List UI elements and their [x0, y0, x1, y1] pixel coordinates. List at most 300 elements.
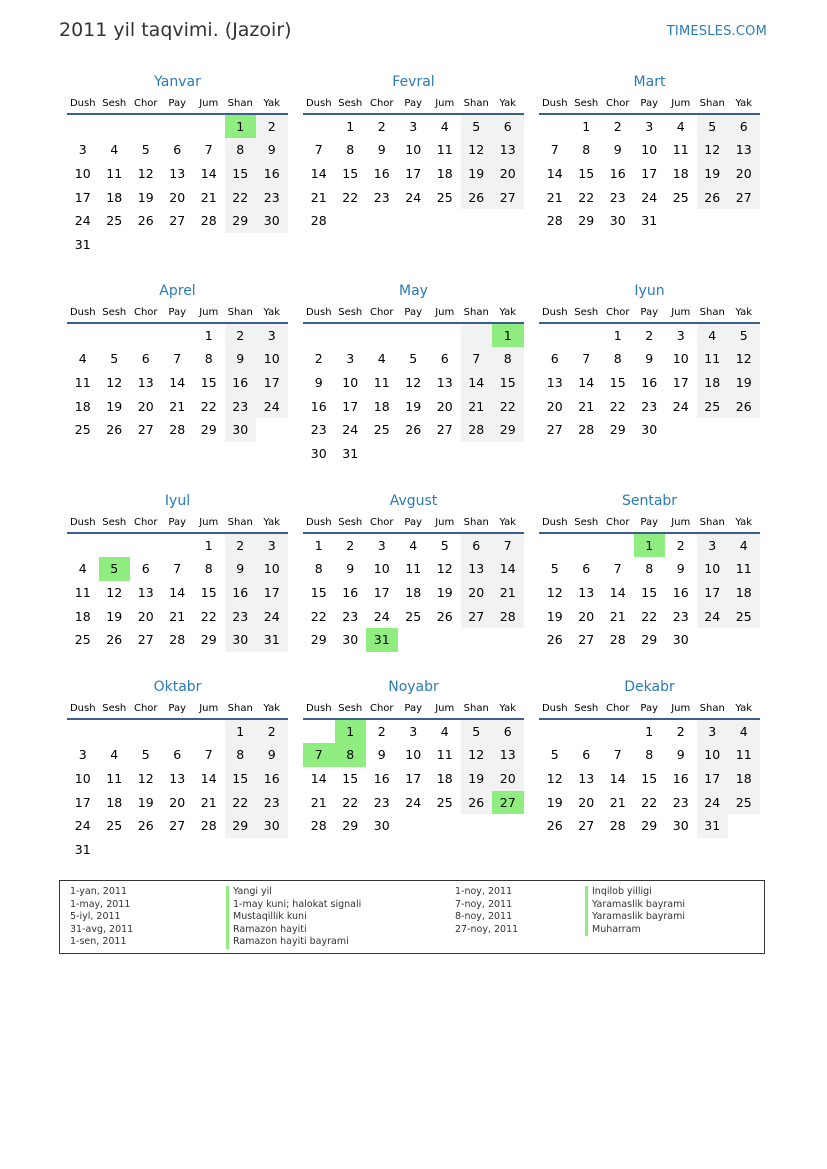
holiday-day: 1	[225, 115, 257, 139]
day-cell: 13	[169, 770, 186, 786]
empty-cell	[461, 814, 493, 838]
weekday-label: Yak	[263, 98, 281, 109]
day-cell: 18	[74, 398, 91, 414]
day-cell: 29	[342, 818, 359, 834]
weekday-label: Dush	[69, 307, 96, 318]
legend-left-dates	[70, 886, 133, 949]
day-cell: 3	[697, 720, 729, 744]
day-cell: 14	[310, 770, 327, 786]
day-cell: 23	[256, 186, 288, 210]
day-cell: 31	[74, 236, 91, 252]
day-cell: 7	[613, 561, 622, 577]
day-cell: 16	[641, 374, 658, 390]
day-cell: 28	[609, 632, 626, 648]
weekday-header	[303, 92, 524, 112]
empty-cell	[193, 720, 225, 744]
day-cell: 4	[377, 351, 386, 367]
day-cell: 1	[346, 118, 355, 134]
day-cell: 21	[200, 794, 217, 810]
day-cell: 10	[697, 743, 729, 767]
month-mart	[539, 72, 760, 233]
day-cell: 17	[74, 794, 91, 810]
empty-cell	[539, 324, 571, 348]
empty-cell	[99, 838, 131, 862]
day-cell: 9	[377, 142, 386, 158]
legend-date: 7-noy, 2011	[455, 898, 513, 910]
holiday-day: 27	[492, 791, 524, 815]
day-cell: 27	[436, 422, 453, 438]
empty-cell	[539, 115, 571, 139]
day-cell: 23	[609, 189, 626, 205]
empty-cell	[492, 209, 524, 233]
day-cell: 20	[461, 581, 493, 605]
weekday-label: Jum	[435, 98, 455, 109]
holiday-day: 5	[99, 557, 131, 581]
day-cell: 27	[578, 632, 595, 648]
day-cell: 10	[74, 770, 91, 786]
empty-cell	[99, 534, 131, 558]
day-cell: 24	[641, 189, 658, 205]
empty-cell	[162, 720, 194, 744]
day-cell: 18	[106, 794, 123, 810]
day-cell: 18	[405, 584, 422, 600]
empty-cell	[99, 115, 131, 139]
day-cell: 28	[492, 605, 524, 629]
day-cell: 23	[672, 794, 689, 810]
day-cell: 12	[697, 138, 729, 162]
day-cell: 27	[137, 632, 154, 648]
day-cell: 23	[225, 395, 257, 419]
weekday-header	[67, 511, 288, 531]
day-cell: 22	[641, 794, 658, 810]
day-cell: 9	[645, 351, 654, 367]
month-name: Fevral	[392, 74, 435, 90]
day-cell: 16	[256, 767, 288, 791]
legend-date: 1-sen, 2011	[70, 936, 127, 948]
day-cell: 7	[173, 561, 182, 577]
day-cell: 26	[405, 422, 422, 438]
day-cell: 20	[492, 162, 524, 186]
day-cell: 25	[436, 794, 453, 810]
legend-right-names	[585, 886, 685, 936]
day-cell: 7	[173, 351, 182, 367]
empty-cell	[130, 115, 162, 139]
empty-cell	[67, 534, 99, 558]
empty-cell	[256, 418, 288, 442]
day-cell: 23	[310, 422, 327, 438]
day-cell: 3	[409, 723, 418, 739]
weekday-label: Pay	[404, 307, 423, 318]
holiday-day: 1	[335, 720, 367, 744]
day-cell: 6	[141, 561, 150, 577]
day-cell: 26	[106, 422, 123, 438]
weekday-label: Chor	[369, 517, 394, 528]
empty-cell	[162, 233, 194, 257]
day-cell: 11	[672, 142, 689, 158]
day-cell: 13	[461, 557, 493, 581]
day-cell: 26	[461, 791, 493, 815]
day-cell: 11	[106, 770, 123, 786]
weekday-label: Yak	[499, 98, 517, 109]
day-cell: 9	[676, 747, 685, 763]
day-cell: 15	[609, 374, 626, 390]
day-cell: 10	[697, 557, 729, 581]
day-cell: 16	[609, 165, 626, 181]
day-cell: 14	[169, 374, 186, 390]
holiday-legend	[59, 880, 765, 954]
weekday-label: Dush	[69, 517, 96, 528]
day-cell: 22	[609, 398, 626, 414]
day-cell: 21	[200, 189, 217, 205]
day-grid	[67, 115, 288, 257]
day-cell: 1	[645, 723, 654, 739]
legend-right-dates	[455, 886, 518, 936]
day-cell: 17	[373, 584, 390, 600]
day-cell: 5	[461, 720, 493, 744]
legend-date: 5-iyl, 2011	[70, 911, 121, 923]
day-cell: 9	[346, 561, 355, 577]
day-cell: 14	[546, 165, 563, 181]
day-cell: 13	[578, 584, 595, 600]
empty-cell	[429, 442, 461, 466]
day-cell: 6	[492, 115, 524, 139]
weekday-header	[303, 511, 524, 531]
day-cell: 11	[74, 584, 91, 600]
legend-date: 8-noy, 2011	[455, 911, 513, 923]
day-cell: 25	[728, 605, 760, 629]
day-cell: 8	[225, 138, 257, 162]
day-cell: 23	[256, 791, 288, 815]
weekday-label: Shan	[227, 517, 253, 528]
day-cell: 13	[492, 743, 524, 767]
weekday-label: Sesh	[102, 98, 127, 109]
day-cell: 9	[225, 557, 257, 581]
day-cell: 17	[342, 398, 359, 414]
day-cell: 6	[173, 747, 182, 763]
empty-cell	[366, 442, 398, 466]
day-cell: 6	[582, 747, 591, 763]
day-cell: 18	[672, 165, 689, 181]
legend-date: 27-noy, 2011	[455, 923, 519, 935]
day-cell: 15	[225, 162, 257, 186]
weekday-label: Pay	[404, 703, 423, 714]
empty-cell	[303, 115, 335, 139]
day-cell: 4	[676, 118, 685, 134]
weekday-label: Chor	[133, 703, 158, 714]
day-cell: 11	[728, 743, 760, 767]
day-cell: 30	[225, 418, 257, 442]
day-cell: 26	[137, 818, 154, 834]
day-cell: 2	[256, 720, 288, 744]
day-cell: 24	[373, 608, 390, 624]
day-cell: 5	[141, 142, 150, 158]
weekday-label: Yak	[263, 307, 281, 318]
weekday-label: Jum	[199, 517, 219, 528]
day-cell: 23	[641, 398, 658, 414]
day-cell: 20	[137, 608, 154, 624]
day-cell: 20	[546, 398, 563, 414]
day-cell: 22	[342, 189, 359, 205]
day-cell: 22	[342, 794, 359, 810]
day-cell: 10	[672, 351, 689, 367]
weekday-label: Pay	[640, 517, 659, 528]
day-cell: 12	[461, 743, 493, 767]
empty-cell	[602, 534, 634, 558]
weekday-header	[303, 301, 524, 321]
day-cell: 5	[550, 747, 559, 763]
weekday-label: Pay	[168, 703, 187, 714]
legend-holiday-name: Yangi yil	[226, 886, 361, 899]
weekday-label: Pay	[404, 98, 423, 109]
day-cell: 30	[641, 422, 658, 438]
holiday-day: 8	[335, 743, 367, 767]
day-cell: 9	[676, 561, 685, 577]
day-cell: 8	[645, 561, 654, 577]
day-cell: 9	[613, 142, 622, 158]
empty-cell	[461, 442, 493, 466]
day-cell: 16	[342, 584, 359, 600]
day-cell: 29	[578, 213, 595, 229]
empty-cell	[398, 628, 430, 652]
day-cell: 2	[225, 534, 257, 558]
day-cell: 17	[256, 371, 288, 395]
weekday-label: Sesh	[574, 307, 599, 318]
day-cell: 22	[492, 395, 524, 419]
day-cell: 9	[256, 743, 288, 767]
day-cell: 27	[461, 605, 493, 629]
day-cell: 25	[74, 422, 91, 438]
month-oktabr	[67, 677, 288, 862]
day-cell: 24	[256, 605, 288, 629]
day-cell: 5	[550, 561, 559, 577]
day-cell: 1	[613, 327, 622, 343]
day-cell: 19	[405, 398, 422, 414]
day-cell: 22	[200, 608, 217, 624]
day-cell: 3	[409, 118, 418, 134]
month-name: Sentabr	[621, 493, 678, 509]
day-cell: 30	[609, 213, 626, 229]
weekday-header	[67, 301, 288, 321]
empty-cell	[335, 324, 367, 348]
empty-cell	[99, 720, 131, 744]
weekday-label: Chor	[605, 307, 630, 318]
day-cell: 2	[613, 118, 622, 134]
weekday-label: Sesh	[574, 703, 599, 714]
weekday-header	[303, 697, 524, 717]
day-cell: 16	[225, 371, 257, 395]
day-cell: 10	[256, 557, 288, 581]
day-cell: 29	[200, 632, 217, 648]
day-cell: 12	[137, 165, 154, 181]
day-cell: 23	[373, 794, 390, 810]
empty-cell	[492, 814, 524, 838]
empty-cell	[162, 838, 194, 862]
day-cell: 16	[672, 584, 689, 600]
empty-cell	[461, 628, 493, 652]
day-cell: 26	[546, 818, 563, 834]
empty-cell	[697, 628, 729, 652]
month-noyabr	[303, 677, 524, 838]
empty-cell	[728, 418, 760, 442]
day-cell: 19	[697, 162, 729, 186]
day-cell: 4	[697, 324, 729, 348]
empty-cell	[429, 324, 461, 348]
day-cell: 31	[697, 814, 729, 838]
day-cell: 20	[169, 189, 186, 205]
day-cell: 14	[609, 584, 626, 600]
day-grid	[539, 534, 760, 652]
day-cell: 11	[436, 747, 453, 763]
day-cell: 1	[225, 720, 257, 744]
day-cell: 21	[546, 189, 563, 205]
day-cell: 19	[106, 398, 123, 414]
empty-cell	[256, 233, 288, 257]
day-cell: 27	[546, 422, 563, 438]
day-cell: 28	[169, 632, 186, 648]
weekday-label: Jum	[435, 307, 455, 318]
day-cell: 14	[310, 165, 327, 181]
day-cell: 27	[728, 186, 760, 210]
weekday-header	[67, 92, 288, 112]
day-cell: 21	[169, 398, 186, 414]
day-grid	[303, 720, 524, 838]
empty-cell	[99, 233, 131, 257]
weekday-header	[539, 92, 760, 112]
day-cell: 27	[492, 186, 524, 210]
day-cell: 29	[225, 209, 257, 233]
day-cell: 3	[78, 747, 87, 763]
day-cell: 29	[225, 814, 257, 838]
day-cell: 15	[342, 770, 359, 786]
empty-cell	[539, 720, 571, 744]
day-cell: 12	[106, 584, 123, 600]
day-cell: 18	[106, 189, 123, 205]
legend-date: 1-noy, 2011	[455, 886, 513, 897]
empty-cell	[571, 324, 603, 348]
day-cell: 5	[728, 324, 760, 348]
day-cell: 19	[436, 584, 453, 600]
empty-cell	[193, 115, 225, 139]
day-cell: 11	[405, 561, 422, 577]
day-cell: 13	[137, 584, 154, 600]
day-cell: 15	[200, 374, 217, 390]
holiday-day: 31	[366, 628, 398, 652]
weekday-label: Shan	[227, 703, 253, 714]
day-cell: 21	[461, 395, 493, 419]
empty-cell	[193, 233, 225, 257]
empty-cell	[429, 814, 461, 838]
day-cell: 24	[342, 422, 359, 438]
weekday-label: Chor	[369, 307, 394, 318]
day-cell: 6	[141, 351, 150, 367]
weekday-label: Shan	[227, 307, 253, 318]
empty-cell	[303, 324, 335, 348]
weekday-label: Yak	[499, 307, 517, 318]
day-cell: 22	[310, 608, 327, 624]
weekday-label: Sesh	[574, 517, 599, 528]
month-name: Noyabr	[388, 679, 439, 695]
empty-cell	[492, 628, 524, 652]
empty-cell	[728, 628, 760, 652]
day-cell: 21	[578, 398, 595, 414]
site-link[interactable]: TIMESLES.COM	[666, 24, 767, 39]
day-cell: 8	[613, 351, 622, 367]
day-cell: 2	[676, 723, 685, 739]
day-cell: 29	[609, 422, 626, 438]
day-cell: 11	[697, 347, 729, 371]
day-cell: 2	[346, 537, 355, 553]
day-cell: 25	[728, 791, 760, 815]
day-cell: 7	[461, 347, 493, 371]
day-cell: 28	[200, 213, 217, 229]
day-cell: 30	[672, 818, 689, 834]
weekday-label: Yak	[499, 703, 517, 714]
day-cell: 18	[436, 165, 453, 181]
weekday-label: Yak	[735, 307, 753, 318]
day-cell: 14	[169, 584, 186, 600]
weekday-label: Shan	[463, 517, 489, 528]
day-cell: 25	[106, 213, 123, 229]
day-cell: 21	[310, 794, 327, 810]
weekday-label: Jum	[671, 703, 691, 714]
day-cell: 21	[310, 189, 327, 205]
day-cell: 6	[492, 720, 524, 744]
day-cell: 3	[676, 327, 685, 343]
day-cell: 8	[204, 351, 213, 367]
weekday-label: Dush	[541, 307, 568, 318]
day-cell: 22	[641, 608, 658, 624]
day-cell: 10	[342, 374, 359, 390]
month-avgust	[303, 491, 524, 652]
month-may	[303, 281, 524, 466]
month-sentabr	[539, 491, 760, 652]
day-cell: 6	[440, 351, 449, 367]
weekday-label: Jum	[199, 98, 219, 109]
day-cell: 4	[440, 118, 449, 134]
page-title: 2011 yil taqvimi. (Jazoir)	[59, 19, 292, 41]
day-cell: 15	[641, 584, 658, 600]
day-cell: 2	[377, 118, 386, 134]
day-cell: 12	[405, 374, 422, 390]
day-cell: 4	[78, 351, 87, 367]
day-cell: 5	[409, 351, 418, 367]
legend-date: 31-avg, 2011	[70, 923, 134, 935]
month-fevral	[303, 72, 524, 233]
empty-cell	[429, 209, 461, 233]
day-cell: 3	[256, 324, 288, 348]
empty-cell	[99, 324, 131, 348]
weekday-label: Shan	[463, 307, 489, 318]
empty-cell	[366, 324, 398, 348]
day-cell: 5	[110, 351, 119, 367]
legend-date: 1-yan, 2011	[70, 886, 127, 897]
day-cell: 8	[225, 743, 257, 767]
day-cell: 18	[74, 608, 91, 624]
day-cell: 27	[169, 213, 186, 229]
day-grid	[303, 324, 524, 466]
empty-cell	[193, 838, 225, 862]
day-cell: 29	[200, 422, 217, 438]
day-cell: 31	[74, 841, 91, 857]
day-cell: 28	[200, 818, 217, 834]
empty-cell	[366, 209, 398, 233]
weekday-label: Dush	[541, 517, 568, 528]
day-cell: 7	[582, 351, 591, 367]
day-cell: 31	[256, 628, 288, 652]
day-cell: 27	[169, 818, 186, 834]
day-cell: 22	[200, 398, 217, 414]
empty-cell	[162, 534, 194, 558]
